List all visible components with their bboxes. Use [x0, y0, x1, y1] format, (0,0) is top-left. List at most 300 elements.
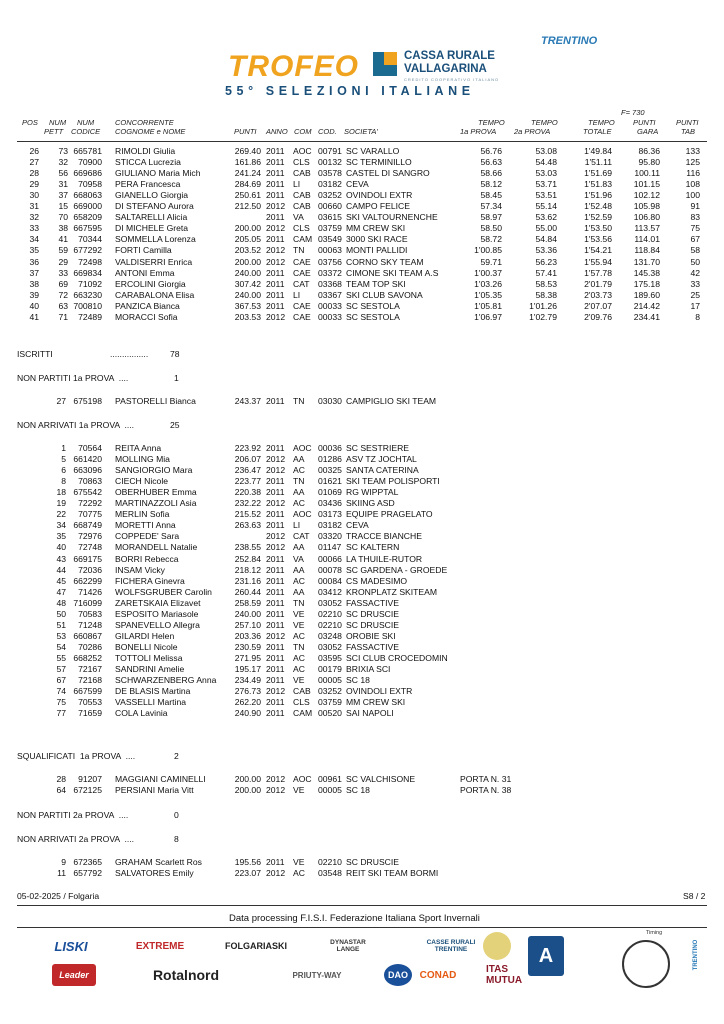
- list-row: [0, 542, 724, 553]
- list-anno: 2012: [266, 686, 286, 697]
- result-pett: 33: [58, 267, 68, 278]
- result-codice: 70958: [78, 179, 102, 190]
- result-cod: 03252: [318, 190, 342, 201]
- list-punti: 223.07: [234, 868, 261, 879]
- result-pos: 36: [29, 256, 39, 267]
- list-codice: 668749: [73, 520, 102, 531]
- result-tab: 108: [685, 179, 700, 190]
- list-soc: SC DRUSCIE: [346, 857, 400, 867]
- result-gara: 101.15: [633, 179, 660, 190]
- list-pett: 47: [56, 586, 66, 597]
- col-num-pett-1: NUM: [49, 118, 67, 127]
- result-anno: 2012: [266, 223, 286, 234]
- result-row: [0, 146, 724, 157]
- list-row: [0, 465, 724, 476]
- result-tot: 2'01.79: [584, 278, 612, 289]
- list-row: [0, 675, 724, 686]
- result-row: [0, 245, 724, 256]
- list-anno: 2011: [266, 708, 285, 719]
- list-punti: 195.56: [234, 857, 261, 867]
- col-num-codice-2: CODICE: [71, 127, 101, 136]
- result-tab: 83: [690, 212, 700, 223]
- list-cod: 01621: [318, 476, 342, 487]
- result-name: MORACCI Sofia: [115, 311, 178, 322]
- result-t1: 58.97: [480, 212, 502, 223]
- list-row: [0, 686, 724, 697]
- sponsor-timing-logo-icon: [622, 940, 670, 988]
- result-punti: 284.69: [234, 179, 261, 190]
- result-codice: 677292: [73, 245, 102, 256]
- result-pett: 69: [58, 278, 68, 289]
- list-soc: SC DRUSCIE: [346, 619, 400, 630]
- list-punti: 243.37: [234, 396, 261, 406]
- result-t2: 1'02.79: [529, 311, 557, 322]
- result-name: PANZICA Bianca: [115, 300, 180, 311]
- result-name: FORTI Camilla: [115, 245, 172, 256]
- cassa-rurale-line2: VALLAGARINA: [404, 63, 487, 75]
- footer-date-location: 05-02-2025 / Folgaria: [17, 891, 100, 901]
- list-codice: 72292: [78, 498, 102, 509]
- col-cod: COD.: [318, 127, 337, 136]
- list-pett: 50: [56, 608, 66, 619]
- squalificati-1-count: 2: [174, 751, 179, 761]
- result-pett: 73: [58, 146, 68, 156]
- list-cod: 00084: [318, 575, 342, 586]
- list-soc: SC 18: [346, 675, 370, 686]
- result-codice: 658209: [73, 212, 102, 223]
- list-codice: 661420: [73, 454, 102, 465]
- list-soc: CS MADESIMO: [346, 575, 408, 586]
- result-row: [0, 201, 724, 212]
- result-codice: 665781: [73, 146, 102, 156]
- list-cod: 00325: [318, 465, 342, 476]
- result-anno: 2012: [266, 201, 286, 212]
- result-t1: 57.34: [480, 201, 502, 212]
- result-pett: 41: [58, 234, 68, 245]
- result-cod: 00791: [318, 146, 342, 156]
- list-pett: 27: [56, 396, 66, 406]
- list-codice: 70583: [78, 608, 102, 619]
- result-tot: 1'54.21: [584, 245, 612, 256]
- result-punti: 240.00: [234, 289, 261, 300]
- result-t2: 57.41: [535, 267, 557, 278]
- list-anno: 2011: [266, 641, 285, 652]
- list-cod: 00066: [318, 553, 342, 564]
- list-soc: SAI NAPOLI: [346, 708, 394, 719]
- result-pos: 38: [29, 278, 39, 289]
- result-anno: 2012: [266, 256, 286, 267]
- col-anno: ANNO: [266, 127, 288, 136]
- list-name: SANGIORGIO Mara: [115, 465, 193, 476]
- result-gara: 131.70: [633, 256, 660, 267]
- list-cod: 00005: [318, 675, 342, 686]
- list-codice: 663096: [73, 465, 102, 476]
- result-cod: 03615: [318, 212, 342, 223]
- list-com: TN: [293, 641, 305, 652]
- list-com: LI: [293, 520, 301, 531]
- list-anno: 2011: [266, 520, 285, 531]
- list-row: [0, 443, 724, 454]
- iscritti-count: 78: [170, 349, 180, 359]
- list-codice: 70863: [78, 476, 102, 487]
- result-com: LI: [293, 179, 301, 190]
- list-name: FICHERA Ginevra: [115, 575, 185, 586]
- result-row: [0, 179, 724, 190]
- list-com: AA: [293, 454, 305, 465]
- list-punti: 238.55: [234, 542, 261, 553]
- result-t1: 56.76: [480, 146, 502, 156]
- sponsor-priuty-logo: PRIUTY-WAY: [292, 970, 342, 980]
- list-pett: 40: [56, 542, 66, 553]
- result-tot: 1'52.59: [584, 212, 612, 223]
- list-cod: 00520: [318, 708, 342, 719]
- list-punti: 215.52: [234, 509, 261, 520]
- list-row: [0, 598, 724, 609]
- col-punti-tab-2: TAB: [681, 127, 696, 136]
- result-row: [0, 268, 724, 279]
- list-soc: RG WIPPTAL: [346, 487, 399, 498]
- result-codice: 700810: [73, 300, 102, 311]
- list-codice: 91207: [78, 774, 102, 784]
- list-punti: 200.00: [234, 774, 261, 784]
- result-pos: 41: [29, 311, 39, 322]
- result-pett: 72: [58, 289, 68, 300]
- list-name: COLA Lavinia: [115, 708, 168, 719]
- list-anno: 2011: [266, 619, 285, 630]
- sponsor-dynastar-logo: DYNASTAR LANGE: [330, 939, 366, 953]
- col-tempo1-1: TEMPO: [478, 118, 505, 127]
- list-punti: 223.92: [234, 443, 261, 453]
- list-row: [0, 774, 724, 785]
- result-cod: 00033: [318, 300, 342, 311]
- non-arrivati-2-count: 8: [174, 834, 179, 844]
- result-pett: 32: [58, 157, 68, 168]
- result-anno: 2011: [266, 278, 285, 289]
- result-t2: 53.03: [535, 168, 557, 179]
- result-anno: 2011: [266, 157, 285, 168]
- result-soc: SC SESTOLA: [346, 300, 400, 311]
- result-name: GIULIANO Maria Mich: [115, 168, 201, 179]
- result-name: DI STEFANO Aurora: [115, 201, 194, 212]
- list-pett: 67: [56, 675, 66, 686]
- result-pett: 38: [58, 223, 68, 234]
- result-pett: 37: [58, 190, 68, 201]
- list-codice: 662299: [73, 575, 102, 586]
- result-t1: 1'00.37: [474, 267, 502, 278]
- list-com: AC: [293, 664, 305, 674]
- list-row: [0, 631, 724, 642]
- result-com: VA: [293, 212, 304, 223]
- list-pett: 1: [61, 443, 66, 453]
- list-com: AOC: [293, 774, 312, 784]
- list-com: CAT: [293, 531, 310, 542]
- list-pett: 34: [56, 520, 66, 531]
- result-row: [0, 290, 724, 301]
- result-codice: 72498: [78, 256, 102, 267]
- list-anno: 2011: [266, 509, 285, 520]
- list-anno: 2012: [266, 868, 286, 879]
- list-cod: 03182: [318, 520, 342, 531]
- result-cod: 00063: [318, 245, 342, 256]
- list-soc: SC 18: [346, 785, 370, 796]
- sponsor-liski-logo: LISKI: [54, 938, 88, 954]
- list-soc: OVINDOLI EXTR: [346, 686, 413, 697]
- list-cod: 03759: [318, 697, 342, 708]
- list-soc: FASSACTIVE: [346, 641, 400, 652]
- list-pett: 43: [56, 553, 66, 564]
- result-pett: 71: [58, 311, 68, 322]
- list-anno: 2011: [266, 608, 285, 619]
- list-punti: 260.44: [234, 586, 261, 597]
- result-anno: 2011: [266, 289, 285, 300]
- col-num-pett-2: PETT: [44, 127, 64, 136]
- result-tot: 1'53.50: [584, 223, 612, 234]
- list-com: AA: [293, 564, 305, 575]
- result-tot: 1'51.11: [584, 157, 612, 168]
- list-soc: SKI TEAM POLISPORTI: [346, 476, 440, 487]
- result-pos: 39: [29, 289, 39, 300]
- list-pett: 74: [56, 686, 66, 697]
- result-name: SOMMELLA Lorenza: [115, 234, 196, 245]
- result-anno: 2011: [266, 190, 285, 201]
- list-punti: 258.59: [234, 597, 261, 608]
- result-row: [0, 257, 724, 268]
- list-pett: 57: [56, 664, 66, 674]
- result-soc: CIMONE SKI TEAM A.S: [346, 267, 439, 278]
- result-tot: 2'07.07: [584, 300, 612, 311]
- non-arrivati-1-label: NON ARRIVATI 1a PROVA ....: [17, 420, 134, 430]
- iscritti-label: ISCRITTI: [17, 349, 53, 359]
- list-com: VE: [293, 675, 305, 686]
- list-anno: 2012: [266, 774, 286, 784]
- result-codice: 70900: [78, 157, 102, 168]
- list-codice: 71426: [78, 586, 102, 597]
- list-name: MERLIN Sofia: [115, 509, 170, 520]
- footer-data-processing: Data processing F.I.S.I. Federazione Italiana Sport Invernali: [229, 913, 480, 924]
- result-pos: 32: [29, 212, 39, 223]
- sponsor-itas-logo: ITAS MUTUA: [486, 964, 523, 986]
- result-row: [0, 212, 724, 223]
- col-com: COM: [294, 127, 312, 136]
- list-pett: 19: [56, 498, 66, 509]
- list-cod: 03248: [318, 630, 342, 641]
- sponsor-casse-rurali-logo: CASSE RURALI TRENTINE: [426, 939, 476, 953]
- list-anno: 2011: [266, 697, 285, 708]
- list-anno: 2011: [266, 675, 285, 686]
- result-row: [0, 190, 724, 201]
- result-punti: 203.52: [234, 245, 261, 256]
- result-name: GIANELLO Giorgia: [115, 190, 189, 201]
- list-pett: 9: [61, 857, 66, 867]
- result-tab: 116: [686, 168, 700, 179]
- result-com: CAE: [293, 267, 311, 278]
- result-soc: SC SESTOLA: [346, 311, 400, 322]
- list-row: [0, 509, 724, 520]
- list-com: VA: [293, 553, 304, 564]
- result-gara: 214.42: [633, 300, 660, 311]
- list-anno: 2012: [266, 531, 286, 542]
- result-gara: 100.11: [634, 168, 660, 179]
- list-com: AC: [293, 575, 305, 586]
- result-pett: 56: [58, 168, 68, 179]
- list-pett: 75: [56, 697, 66, 708]
- result-anno: 2011: [266, 146, 285, 156]
- list-pett: 77: [56, 708, 66, 719]
- list-com: TN: [293, 396, 305, 406]
- result-punti: 203.53: [234, 311, 261, 322]
- result-name: SALTARELLI Alicia: [115, 212, 188, 223]
- result-anno: 2012: [266, 245, 286, 256]
- sponsor-rotalnord-logo: Rotalnord: [152, 967, 220, 983]
- result-pos: 30: [29, 190, 39, 201]
- list-punti: 252.84: [234, 553, 261, 564]
- list-cod: 00961: [318, 774, 342, 784]
- list-soc: OROBIE SKI: [346, 630, 396, 641]
- result-row: [0, 279, 724, 290]
- list-soc: REIT SKI TEAM BORMI: [346, 868, 439, 879]
- result-pett: 15: [58, 201, 68, 212]
- list-soc: SCI CLUB CROCEDOMIN: [346, 652, 448, 663]
- list-row: [0, 476, 724, 487]
- result-punti: 205.05: [234, 234, 261, 245]
- list-note: PORTA N. 31: [460, 774, 512, 784]
- list-anno: 2011: [266, 652, 285, 663]
- result-t1: 1'06.97: [474, 311, 502, 322]
- result-cod: 00660: [318, 201, 342, 212]
- result-soc: SC VARALLO: [346, 146, 400, 156]
- list-anno: 2012: [266, 465, 286, 476]
- list-com: AA: [293, 487, 305, 498]
- result-cod: 03756: [318, 256, 342, 267]
- list-pett: 22: [56, 509, 66, 520]
- result-cod: 03372: [318, 267, 342, 278]
- list-punti: 195.17: [234, 664, 261, 674]
- result-soc: MONTI PALLIDI: [346, 245, 408, 256]
- result-com: CAT: [293, 278, 310, 289]
- list-anno: 2012: [266, 454, 286, 465]
- list-anno: 2011: [266, 664, 285, 674]
- result-soc: OVINDOLI EXTR: [346, 190, 413, 201]
- list-codice: 70286: [78, 641, 102, 652]
- list-row: [0, 653, 724, 664]
- footer-divider-top: [17, 905, 707, 906]
- non-arrivati-2-label: NON ARRIVATI 2a PROVA ....: [17, 834, 134, 844]
- col-num-codice-1: NUM: [77, 118, 95, 127]
- result-gara: 234.41: [633, 311, 660, 322]
- footer-page-number: S8 / 2: [683, 891, 706, 901]
- result-t2: 56.23: [535, 256, 557, 267]
- list-com: AA: [293, 586, 305, 597]
- result-t2: 53.08: [535, 146, 557, 156]
- list-codice: 72748: [78, 542, 102, 553]
- list-codice: 71659: [78, 708, 102, 719]
- list-codice: 657792: [73, 868, 102, 879]
- list-soc: SC GARDENA - GROEDE: [346, 564, 448, 575]
- col-societa: SOCIETA': [344, 127, 378, 136]
- result-tot: 1'57.78: [584, 267, 612, 278]
- list-name: REITA Anna: [115, 443, 162, 453]
- result-t1: 58.72: [480, 234, 502, 245]
- list-soc: KRONPLATZ SKITEAM: [346, 586, 438, 597]
- result-t2: 58.53: [535, 278, 557, 289]
- list-pett: 8: [61, 476, 66, 487]
- list-pett: 18: [56, 487, 66, 498]
- result-pett: 63: [58, 300, 68, 311]
- list-pett: 54: [56, 641, 66, 652]
- result-tab: 75: [690, 223, 700, 234]
- footer-divider-bottom: [17, 927, 707, 928]
- list-soc: SC VALCHISONE: [346, 774, 416, 784]
- list-row: [0, 697, 724, 708]
- list-soc: CAMPIGLIO SKI TEAM: [346, 396, 437, 406]
- result-pos: 34: [29, 234, 39, 245]
- list-punti: 200.00: [234, 785, 261, 796]
- result-t2: 54.48: [535, 157, 557, 168]
- result-tab: 42: [690, 267, 700, 278]
- result-codice: 667595: [73, 223, 102, 234]
- result-tot: 1'51.83: [584, 179, 612, 190]
- list-soc: SC KALTERN: [346, 542, 400, 553]
- list-name: VASSELLI Martina: [115, 697, 187, 708]
- list-cod: 03173: [318, 509, 342, 520]
- result-gara: 114.01: [634, 234, 660, 245]
- result-t2: 58.38: [535, 289, 557, 300]
- list-com: AOC: [293, 443, 312, 453]
- list-pett: 5: [61, 454, 66, 465]
- non-partiti-2-label: NON PARTITI 2a PROVA ....: [17, 810, 129, 820]
- result-com: CAB: [293, 168, 311, 179]
- list-pett: 44: [56, 564, 66, 575]
- list-row: [0, 708, 724, 719]
- list-name: PASTORELLI Bianca: [115, 396, 196, 406]
- list-soc: SKIING ASD: [346, 498, 395, 509]
- result-gara: 175.18: [633, 278, 660, 289]
- col-concorrente-2: COGNOME e NOME: [115, 127, 186, 136]
- list-codice: 667599: [73, 686, 102, 697]
- list-anno: 2011: [266, 575, 285, 586]
- list-punti: 231.16: [234, 575, 261, 586]
- list-name: ZARETSKAIA Elizavet: [115, 597, 201, 608]
- list-punti: 236.47: [234, 465, 261, 476]
- list-name: DE BLASIS Martina: [115, 686, 191, 697]
- list-name: BONELLI Nicole: [115, 641, 178, 652]
- result-gara: 102.12: [633, 190, 660, 201]
- list-anno: 2011: [266, 443, 285, 453]
- list-row: [0, 785, 724, 796]
- list-soc: SANTA CATERINA: [346, 465, 419, 476]
- list-codice: 71248: [78, 619, 102, 630]
- list-anno: 2011: [266, 564, 285, 575]
- result-t1: 58.50: [480, 223, 502, 234]
- list-name: SCHWARZENBERG Anna: [115, 675, 217, 686]
- list-codice: 660867: [73, 630, 102, 641]
- result-pett: 29: [58, 256, 68, 267]
- list-name: GRAHAM Scarlett Ros: [115, 857, 202, 867]
- list-com: VE: [293, 608, 305, 619]
- list-cod: 00005: [318, 785, 342, 796]
- list-codice: 72036: [78, 564, 102, 575]
- list-pett: 35: [56, 531, 66, 542]
- list-com: AC: [293, 652, 305, 663]
- list-punti: 203.36: [234, 630, 261, 641]
- list-anno: 2011: [266, 597, 285, 608]
- result-tab: 100: [685, 190, 700, 201]
- result-t2: 53.71: [535, 179, 557, 190]
- list-com: VE: [293, 785, 305, 796]
- result-pos: 37: [29, 267, 39, 278]
- sponsor-emblem-icon: [483, 932, 511, 960]
- list-soc: BRIXIA SCI: [346, 664, 391, 674]
